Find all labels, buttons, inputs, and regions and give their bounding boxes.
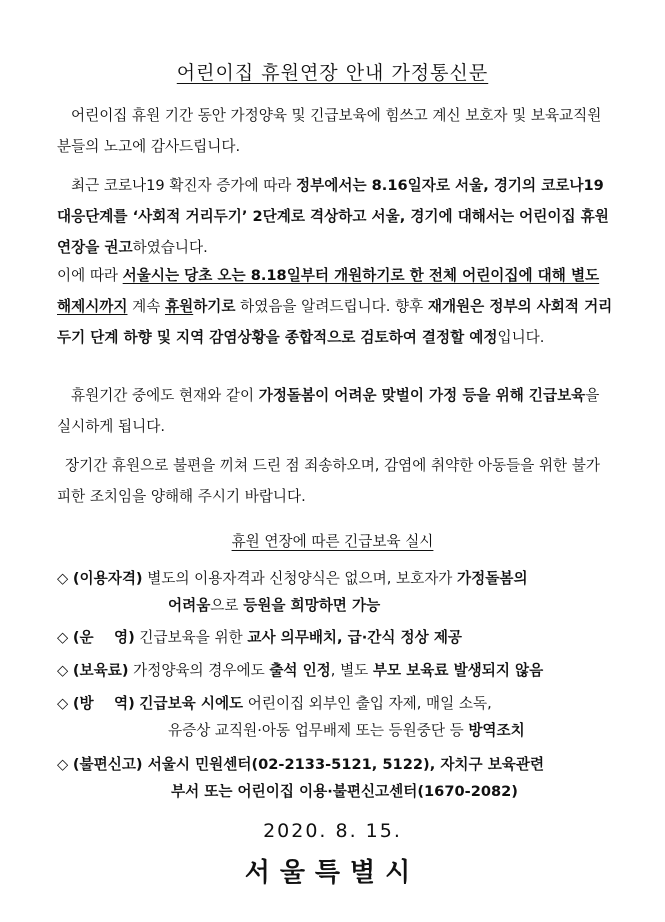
- subtitle-text: 휴원 연장에 따른 긴급보육 실시: [231, 533, 434, 550]
- p3-text-e: 하기로: [193, 298, 236, 315]
- item-text-bold: 긴급보육 시에도: [139, 695, 244, 712]
- item-text-bold: 서울시 민원센터(02-2133-5121, 5122), 자치구 보육관련: [142, 756, 545, 773]
- p5-text: 장기간 휴원으로 불편을 끼쳐 드린 점 죄송하오며, 감염에 취약한 아동들을 위한 불가피한 조치임을 양해해 주시기 바랍니다.: [57, 457, 600, 505]
- item-text-bold: 가정돌봄의: [457, 570, 528, 587]
- item-text: 별도의 이용자격과 신청양식은 없으며, 보호자가: [142, 570, 458, 587]
- item-text-bold: 출석 인정: [269, 662, 331, 679]
- paragraph-emergency-care: [57, 380, 613, 442]
- paragraph-extension: [57, 260, 613, 353]
- issue-date: 2020. 8. 15.: [263, 820, 402, 842]
- item-line: [57, 778, 617, 805]
- p3-text-h: 입니다.: [497, 329, 545, 346]
- item-text-bold: 등원을 희망하면 가능: [243, 597, 381, 614]
- p3-text-c: 계속: [127, 298, 165, 315]
- item-text: 으로: [210, 597, 244, 614]
- item-label: (불편신고): [72, 756, 143, 773]
- diamond-bullet-icon: ◇: [57, 662, 69, 679]
- p3-text-g: 재개원은 정부의 사회적 거리두기 단계 하향 및 지역 감염상황을 종합적으로 검토하여 결정할 예정: [57, 298, 613, 346]
- item-label: (보육료): [72, 662, 129, 679]
- item-text-bold: 교사 의무배치, 급·간식 정상 제공: [247, 629, 463, 646]
- item-text-bold: 방역조치: [468, 722, 525, 739]
- diamond-bullet-icon: ◇: [57, 756, 69, 773]
- p3-text-f: 하였음을 알려드립니다. 향후: [235, 298, 428, 315]
- title-text: 어린이집 휴원연장 안내 가정통신문: [176, 62, 489, 84]
- item-text-bold: 어려움: [168, 597, 211, 614]
- p2-text-a: 최근 코로나19 확진자 증가에 따라: [71, 177, 297, 194]
- diamond-bullet-icon: ◇: [57, 629, 69, 646]
- item-text-bold: 부서 또는 어린이집 이용·불편신고센터(1670-2082): [171, 783, 518, 800]
- item-text: 유증상 교직원·아동 업무배제 또는 등원중단 등: [168, 722, 469, 739]
- item-text: 가정양육의 경우에도: [128, 662, 270, 679]
- paragraph-background: [57, 170, 613, 263]
- item-text: 어린이집 외부인 출입 자제, 매일 소독,: [243, 695, 492, 712]
- item-label: (운 영): [72, 629, 135, 646]
- item-label: (방 역): [72, 695, 135, 712]
- p3-text-b: 서울시는 당초 오는 8.18일부터 개원하기로 한 전체 어린이집에 대해 별도 해제시까지: [57, 267, 600, 315]
- paragraph-thanks: [57, 100, 613, 162]
- diamond-bullet-icon: ◇: [57, 695, 69, 712]
- list-item-quarantine: [57, 690, 617, 744]
- item-line: [57, 657, 617, 684]
- p2-text-b: 정부에서는 8.16일자로 서울, 경기의 코로나19 대응단계를 ‘사회적 거리두기’ 2단계로 격상하고 서울, 경기에 대해서는 어린이집 휴원 연장을 권고: [57, 177, 609, 256]
- item-line: [57, 690, 617, 717]
- item-line: [57, 565, 617, 592]
- p1-text: 어린이집 휴원 기간 동안 가정양육 및 긴급보육에 힘쓰고 계신 보호자 및 보육교직원 분들의 노고에 감사드립니다.: [57, 107, 602, 155]
- list-item-eligibility: [57, 565, 617, 619]
- item-line: [57, 592, 617, 619]
- p4-text-c: 을 실시하게 됩니다.: [57, 387, 600, 435]
- item-label: (이용자격): [72, 570, 143, 587]
- list-item-complaint: [57, 751, 617, 805]
- item-text: , 별도: [330, 662, 373, 679]
- issuer-name: 서울특별시: [244, 858, 421, 888]
- p4-text-a: 휴원기간 중에도 현재와 같이: [71, 387, 259, 404]
- p4-text-b: 가정돌봄이 어려운 맞벌이 가정 등을 위해 긴급보육: [258, 387, 586, 404]
- diamond-bullet-icon: ◇: [57, 570, 69, 587]
- item-line: [57, 751, 617, 778]
- list-item-fee: [57, 657, 617, 684]
- item-line: [57, 717, 617, 744]
- p2-text-c: 하였습니다.: [132, 239, 208, 256]
- p3-text-a: 이에 따라: [57, 267, 123, 284]
- page-title: [0, 58, 665, 85]
- section-subtitle: [0, 530, 665, 551]
- paragraph-apology: [57, 450, 613, 512]
- list-item-operation: [57, 624, 617, 651]
- item-text-bold: 부모 보육료 발생되지 않음: [372, 662, 544, 679]
- item-text: 긴급보육을 위한: [134, 629, 248, 646]
- p3-text-d: 휴원: [164, 298, 194, 315]
- item-line: [57, 624, 617, 651]
